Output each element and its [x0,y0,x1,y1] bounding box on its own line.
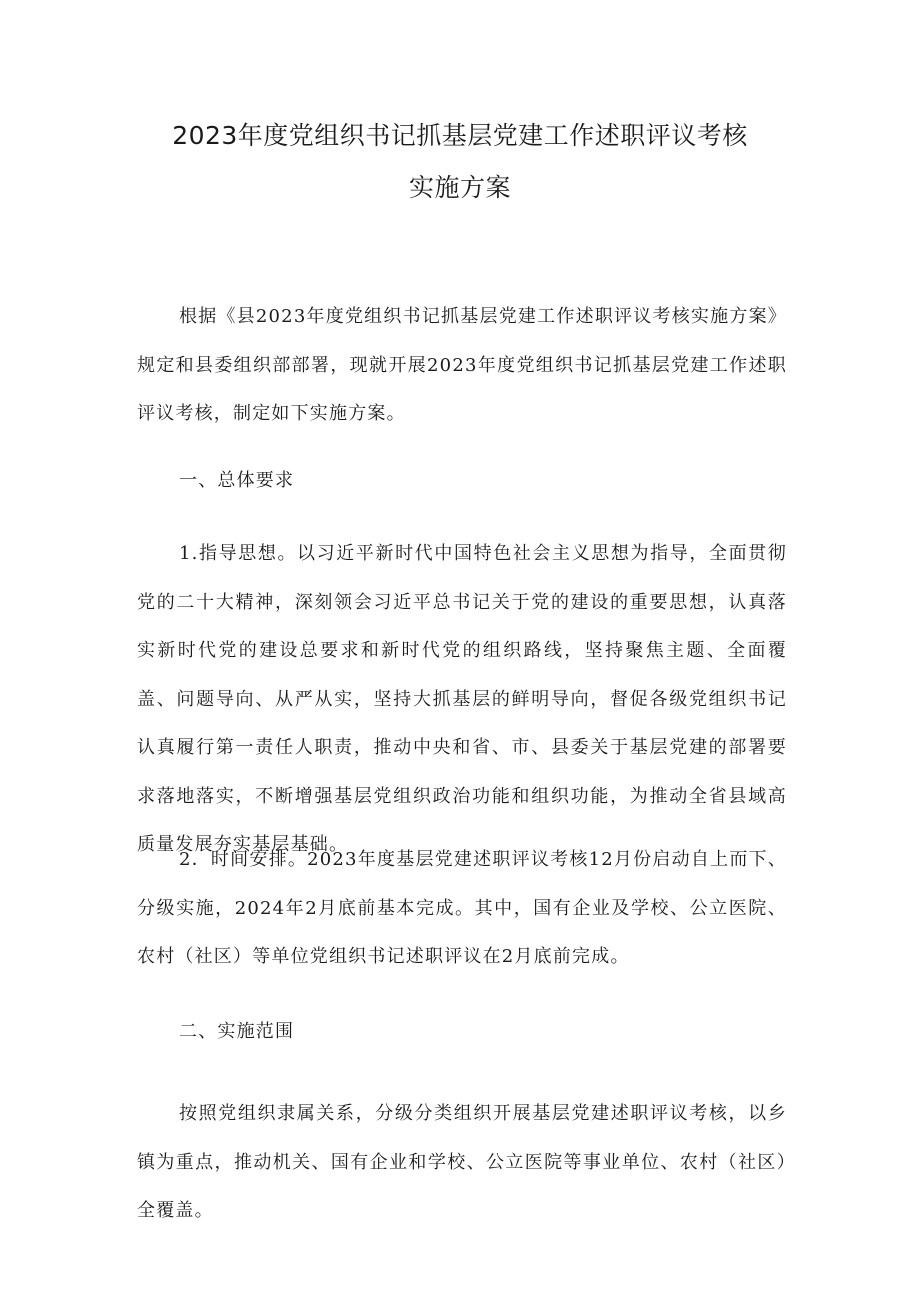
section-heading-general-requirements: 一、总体要求 [179,470,295,491]
scope-paragraph: 按照党组织隶属关系，分级分类组织开展基层党建述职评议考核，以乡镇为重点，推动机关、国有企业和学校、公立医院等事业单位、农村（社区）全覆盖。 [137,1103,787,1221]
section-heading-scope: 二、实施范围 [179,1021,295,1042]
time-schedule-paragraph: 2．时间安排。2023年度基层党建述职评议考核12月份启动自上而下、分级实施，2024年2月底前基本完成。其中，国有企业及学校、公立医院、农村（社区）等单位党组织书记述职评议在2月底前完成。 [137,849,787,967]
guiding-thought-paragraph: 1.指导思想。以习近平新时代中国特色社会主义思想为指导，全面贯彻党的二十大精神，深刻领会习近平总书记关于党的建设的重要思想，认真落实新时代党的建设总要求和新时代党的组织路线，坚持聚焦主题、全面覆盖、问题导向、从严从实，坚持大抓基层的鲜明导向，督促各级党组织书记认真履行第一责任人职责，推动中央和省、市、县委关于基层党建的部署要求落地落实，不断增强基层党组织政治功能和组织功能，为推动全省县域高质量发展夯实基层基础。 [137,543,787,855]
document-title-line1: 2023年度党组织书记抓基层党建工作述职评议考核 [172,121,748,150]
intro-paragraph: 根据《县2023年度党组织书记抓基层党建工作述职评议考核实施方案》规定和县委组织部部署，现就开展2023年度党组织书记抓基层党建工作述职评议考核，制定如下实施方案。 [137,306,787,424]
document-title-line2: 实施方案 [408,173,511,202]
